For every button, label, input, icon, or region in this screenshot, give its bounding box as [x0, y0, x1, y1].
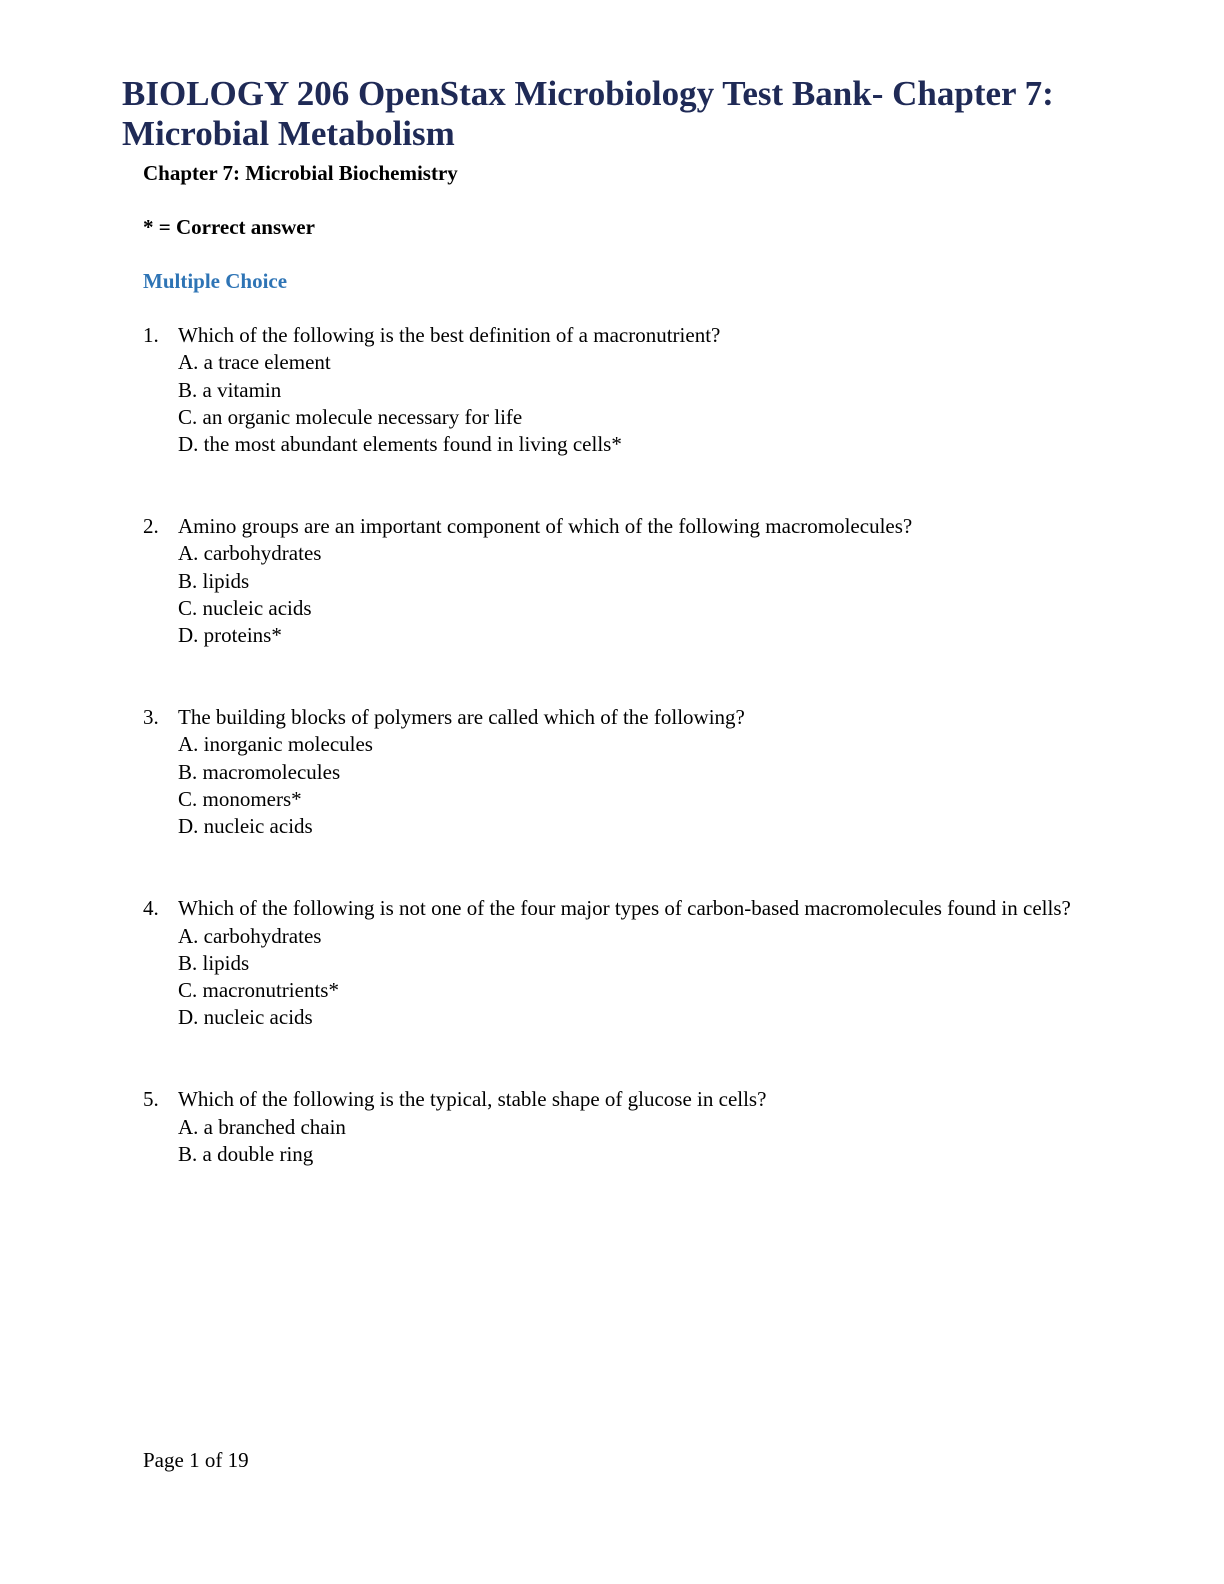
- question-1: [143, 322, 1073, 458]
- question-number: 2.: [143, 514, 159, 539]
- question-5: [143, 1086, 1073, 1168]
- question-list: [143, 322, 1073, 1223]
- document-title: BIOLOGY 206 OpenStax Microbiology Test Bank- Chapter 7: Microbial Metabolism: [122, 74, 1054, 153]
- question-number: 3.: [143, 705, 159, 730]
- option-b: B. lipids: [178, 950, 250, 975]
- question-text: Which of the following is the best definition of a macronutrient?: [178, 323, 721, 347]
- option-b: B. lipids: [178, 568, 250, 593]
- option-a: A. carbohydrates: [178, 541, 322, 566]
- option-c: C. monomers*: [178, 787, 302, 812]
- option-d: D. proteins*: [178, 623, 282, 648]
- section-heading: Multiple Choice: [143, 269, 288, 293]
- option-d: D. nucleic acids: [178, 1005, 313, 1030]
- option-d: D. nucleic acids: [178, 814, 313, 839]
- page-number-footer: Page 1 of 19: [143, 1448, 249, 1472]
- question-3: [143, 704, 1073, 840]
- option-b: B. a double ring: [178, 1141, 314, 1166]
- option-c: C. an organic molecule necessary for life: [178, 404, 523, 429]
- question-2: [143, 513, 1073, 649]
- option-c: C. nucleic acids: [178, 595, 312, 620]
- option-a: A. carbohydrates: [178, 923, 322, 948]
- question-text: Amino groups are an important component of which of the following macromolecules?: [178, 514, 913, 539]
- option-a: A. inorganic molecules: [178, 732, 373, 757]
- option-b: B. a vitamin: [178, 377, 282, 402]
- question-4: [143, 895, 1073, 1031]
- chapter-heading: Chapter 7: Microbial Biochemistry: [143, 161, 458, 185]
- question-text: The building blocks of polymers are called which of the following?: [178, 705, 745, 730]
- option-b: B. macromolecules: [178, 759, 341, 784]
- question-number: 5.: [143, 1087, 159, 1112]
- question-number: 4.: [143, 896, 159, 921]
- option-a: A. a branched chain: [178, 1114, 346, 1139]
- answer-key-legend: * = Correct answer: [143, 215, 315, 239]
- question-text: Which of the following is the typical, stable shape of glucose in cells?: [178, 1087, 767, 1112]
- question-text: Which of the following is not one of the four major types of carbon-based macromolecules found in cells?: [178, 896, 1071, 921]
- option-d: D. the most abundant elements found in living cells*: [178, 432, 622, 457]
- option-c: C. macronutrients*: [178, 978, 339, 1003]
- question-number: 1.: [143, 323, 159, 347]
- option-a: A. a trace element: [178, 350, 331, 375]
